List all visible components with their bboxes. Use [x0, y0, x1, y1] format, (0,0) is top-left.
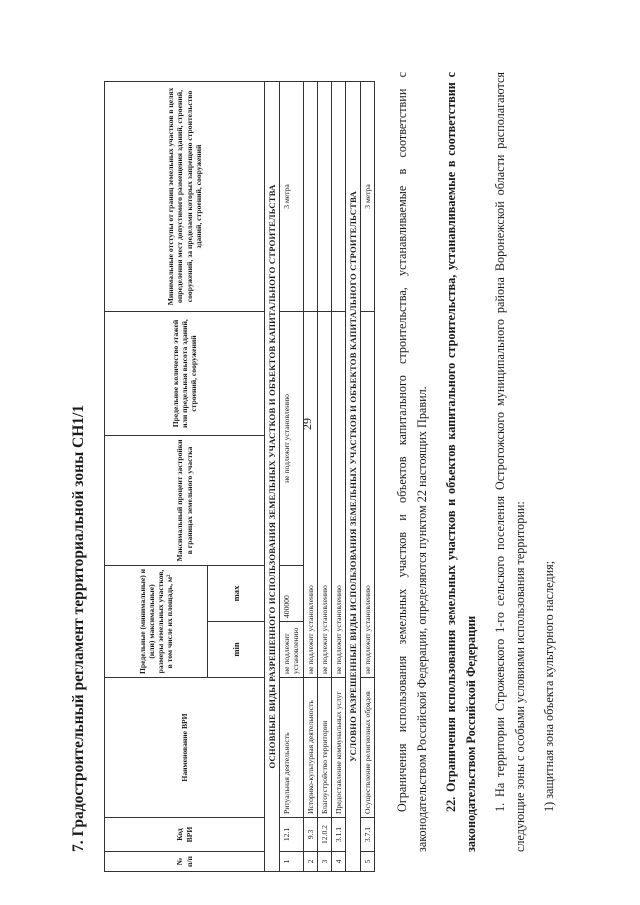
header-min: min	[208, 622, 265, 678]
table-row	[303, 81, 317, 871]
row-name: Ритуальная деятельность	[280, 678, 303, 818]
row-max: 400000	[280, 565, 303, 621]
row-num: 2	[303, 852, 317, 872]
row-name: Историко-культурная деятельность	[303, 678, 317, 818]
row-num: 1	[280, 852, 303, 872]
table-row	[317, 81, 331, 871]
paragraph-zone-item-1: 1) защитная зона объекта культурного наследия;	[542, 560, 557, 812]
row-percent: не подлежит установлению	[280, 311, 303, 565]
row-name: Осуществление религиозных обрядов	[361, 678, 375, 818]
paragraph-restrictions-intro: Ограничения использования земельных участков и объектов капитального строительства, устанавливаемые в соответствии с законодательством Российской Федерации, определяются пунктом 22 настоящих Правил.	[395, 72, 429, 852]
table-row	[361, 81, 375, 871]
rotated-page-content	[70, 42, 590, 892]
page-number: 29	[300, 418, 314, 430]
row-name: Благоустройство территории	[317, 678, 331, 818]
regulation-table	[104, 81, 375, 872]
row-code: 12.1	[280, 818, 303, 852]
row-setback	[303, 81, 317, 311]
header-area: Предельные (минимальные) и (или) максимальные) размеры земельных участков, в том числе их площадь, м²	[105, 565, 208, 677]
row-num: 3	[317, 852, 331, 872]
row-setback	[317, 81, 331, 311]
body-text	[393, 72, 560, 852]
row-setback: 3 метра	[361, 81, 375, 311]
row-code: 12.0.2	[317, 818, 331, 852]
row-code: 9.3	[303, 818, 317, 852]
header-num: № п/п	[105, 852, 265, 872]
row-name: Предоставление коммунальных услуг	[331, 678, 345, 818]
section-22-heading: 22. Ограничения использования земельных участков и объектов капитального строительства, устанавливаемые в соответствии с законодательством Российской Федерации	[444, 72, 478, 852]
header-floors: Предельное количество этажей или предельная высота зданий, строений, сооружений	[105, 311, 265, 435]
row-code: 3.7.1	[361, 818, 375, 852]
section-main: ОСНОВНЫЕ ВИДЫ РАЗРЕШЕННОГО ИСПОЛЬЗОВАНИЯ ЗЕМЕЛЬНЫХ УЧАСТКОВ И ОБЪЕКТОВ КАПИТАЛЬНОГО СТРОИТЕЛЬСТВА	[265, 81, 280, 871]
header-max: max	[208, 565, 265, 621]
row-num: 5	[361, 852, 375, 872]
row-min: не подлежит установлению	[280, 622, 303, 678]
row-note: не подлежит установлению	[361, 311, 375, 677]
row-note: не подлежит установлению	[303, 311, 317, 677]
paragraph-zones: 1. На территории Строжевского 1-го сельского поселения Острогожского муниципального района Воронежской области располагаются следующие зоны с особыми условиями использования территории:	[493, 72, 527, 852]
section-conditional: УСЛОВНО РАЗРЕШЕННЫЕ ВИДЫ ИСПОЛЬЗОВАНИЯ ЗЕМЕЛЬНЫХ УЧАСТКОВ И ОБЪЕКТОВ КАПИТАЛЬНОГО СТРОИТЕЛЬСТВА	[345, 81, 360, 871]
regulation-heading: 7. Градостроительный регламент территориальной зоны СН1/1	[70, 404, 87, 852]
row-num: 4	[331, 852, 345, 872]
table-row	[331, 81, 345, 871]
row-note: не подлежит установлению	[317, 311, 331, 677]
row-code: 3.1.1	[331, 818, 345, 852]
header-code: Код ВРИ	[105, 818, 265, 852]
row-note: не подлежит установлению	[331, 311, 345, 677]
row-setback: 3 метра	[280, 81, 303, 311]
header-percent: Максимальный процент застройки в границах земельного участка	[105, 435, 265, 565]
row-setback	[331, 81, 345, 311]
header-setback: Минимальные отступы от границ земельных участков в целях определения мест допустимого размещения зданий, строений, сооружений, за пределами которых запрещено строительство зданий, строений, сооружений	[105, 81, 265, 311]
header-name: Наименование ВРИ	[105, 678, 265, 818]
table-row	[280, 81, 303, 871]
